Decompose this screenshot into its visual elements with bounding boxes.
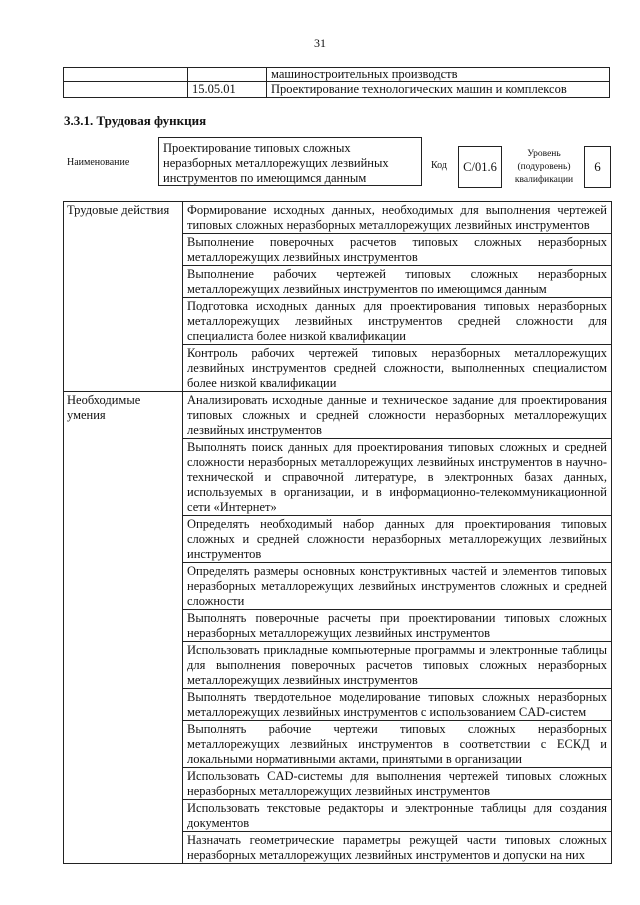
skill-item: Использовать прикладные компьютерные программы и электронные таблицы для выполнения поверочных расчетов типовых сложных неразборных металлорежущих лезвийных инструментов <box>183 642 612 689</box>
function-code: C/01.6 <box>458 146 502 188</box>
skill-item: Использовать текстовые редакторы и электронные таблицы для создания документов <box>183 800 612 832</box>
page-number: 31 <box>314 36 326 50</box>
labor-action-item: Контроль рабочих чертежей типовых неразборных металлорежущих лезвийных инструментов средней сложности, выполненных специалистом более низкой квалификации <box>183 345 612 392</box>
level-label: Уровень (подуровень) квалификации <box>514 149 574 185</box>
labor-action-category: Трудовые действия <box>64 202 183 392</box>
labor-action-item: Выполнение рабочих чертежей типовых сложных неразборных металлорежущих лезвийных инструментов по имеющимся данным <box>183 266 612 298</box>
skill-item: Выполнять поиск данных для проектирования типовых сложных и средней сложности неразборных металлорежущих лезвийных инструментов в научно-технической и справочной литературе, в электронных базах данных, используемых в организации, и в информационно-телекоммуникационной сети «Интернет» <box>183 439 612 516</box>
function-table <box>63 201 612 864</box>
okz-table <box>63 67 610 98</box>
function-name: Проектирование типовых сложных неразборных металлорежущих лезвийных инструментов по имеющимся данным <box>158 137 422 186</box>
labor-action-item: Выполнение поверочных расчетов типовых сложных неразборных металлорежущих лезвийных инструментов <box>183 234 612 266</box>
name-label: Наименование <box>67 157 130 168</box>
skill-item: Определять необходимый набор данных для проектирования типовых сложных и средней сложности неразборных металлорежущих лезвийных инструментов <box>183 516 612 563</box>
skill-item: Использовать CAD-системы для выполнения чертежей типовых сложных неразборных металлорежущих лезвийных инструментов <box>183 768 612 800</box>
skill-item: Назначать геометрические параметры режущей части типовых сложных неразборных металлорежущих лезвийных инструментов и допуски на них <box>183 832 612 864</box>
labor-action-item: Подготовка исходных данных для проектирования типовых неразборных металлорежущих лезвийных инструментов средней сложности для специалиста более низкой квалификации <box>183 298 612 345</box>
table-row <box>64 82 610 98</box>
okz-empty-cell <box>64 82 188 98</box>
level-value: 6 <box>584 146 611 188</box>
code-label: Код <box>431 160 447 171</box>
table-row <box>64 68 610 82</box>
labor-action-item: Формирование исходных данных, необходимых для выполнения чертежей типовых сложных неразборных металлорежущих лезвийных инструментов <box>183 202 612 234</box>
okz-code-cell <box>64 68 188 82</box>
skill-item: Выполнять рабочие чертежи типовых сложных неразборных металлорежущих лезвийных инструментов в соответствии с ЕСКД и локальными нормативными актами, принятыми в организации <box>183 721 612 768</box>
skill-item: Выполнять твердотельное моделирование типовых сложных неразборных металлорежущих лезвийных инструментов с использованием CAD-систем <box>183 689 612 721</box>
table-row <box>64 202 612 234</box>
section-title: 3.3.1. Трудовая функция <box>64 113 207 128</box>
okz-name-cell: машиностроительных производств <box>267 68 610 82</box>
skill-category: Необходимые умения <box>64 392 183 864</box>
skill-item: Выполнять поверочные расчеты при проектировании типовых сложных неразборных металлорежущих лезвийных инструментов <box>183 610 612 642</box>
table-row <box>64 392 612 439</box>
skill-item: Определять размеры основных конструктивных частей и элементов типовых неразборных металлорежущих лезвийных инструментов сложных и средней сложности <box>183 563 612 610</box>
okz-code-cell: 15.05.01 <box>188 82 267 98</box>
okz-name-cell: Проектирование технологических машин и комплексов <box>267 82 610 98</box>
okz-code-cell <box>188 68 267 82</box>
skill-item: Анализировать исходные данные и техническое задание для проектирования типовых сложных и средней сложности неразборных металлорежущих лезвийных инструментов <box>183 392 612 439</box>
